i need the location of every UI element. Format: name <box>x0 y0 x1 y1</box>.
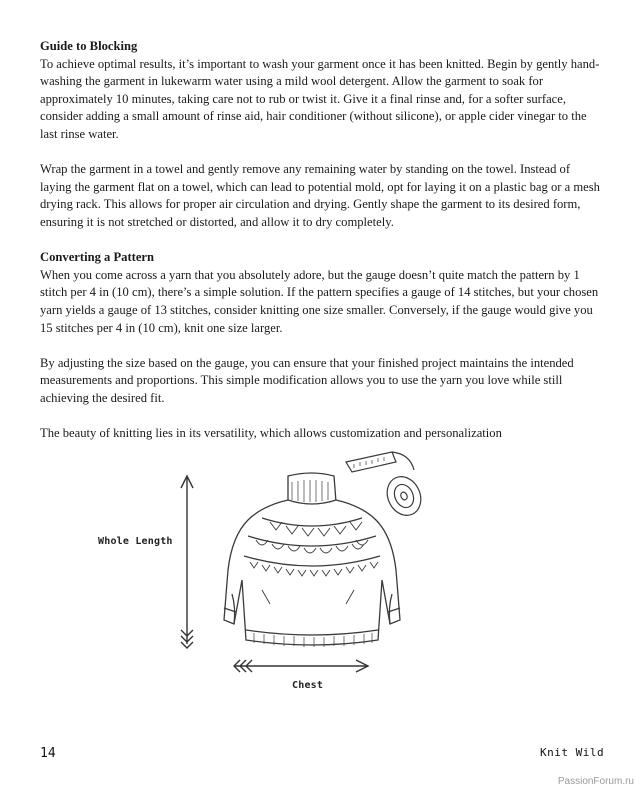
paragraph: By adjusting the size based on the gauge, you can ensure that your finished project maintains the intended measurements and proportions. This simple modification allows you to use the yarn you love while still achieving the desired fit. <box>40 355 574 405</box>
paragraph: To achieve optimal results, it’s important to wash your garment once it has been knitted. Begin by gently hand-washing the garment in lukewarm water using a mild wool detergent. Allow the garment to soak for approximately 10 minutes, taking care not to rub or twist it. Give it a final rinse and, for a softer surface, consider adding a small amount of rinse aid, hair conditioner (without silicone), or apple cider vinegar to the last rinse water. <box>40 56 600 141</box>
length-arrow <box>181 476 193 648</box>
watermark: PassionForum.ru <box>557 776 634 787</box>
section-heading-converting: Converting a Pattern <box>40 250 155 265</box>
body-text <box>40 38 602 460</box>
sweater-measurement-illustration <box>0 440 640 710</box>
whole-length-label: Whole Length <box>98 536 173 547</box>
sweater-icon <box>224 473 400 647</box>
paragraph: The beauty of knitting lies in its versatility, which allows customization and personalization <box>40 426 502 441</box>
paragraph: When you come across a yarn that you absolutely adore, but the gauge doesn’t quite match the pattern by 1 stitch per 4 in (10 cm), there’s a simple solution. If the pattern specifies a gauge of 14 stitches, but your chosen yarn yields a gauge of 13 stitches, consider knitting one size smaller. Conversely, if the gauge would give you 15 stitches per 4 in (10 cm), knit one size larger. <box>40 267 599 335</box>
book-title: Knit Wild <box>540 746 605 759</box>
paragraph: Wrap the garment in a towel and gently remove any remaining water by standing on the towel. Instead of laying the garment flat on a towel, which can lead to potential mold, opt for laying it on a plastic bag or a mesh drying rack. This allows for proper air circulation and drying. Gently shape the garment to its desired form, ensuring it is not stretched or distorted, and allow it to dry completely. <box>40 162 600 229</box>
page-number: 14 <box>40 746 56 761</box>
chest-label: Chest <box>292 680 324 691</box>
section-heading-blocking: Guide to Blocking <box>40 39 138 53</box>
chest-arrow <box>234 660 368 672</box>
